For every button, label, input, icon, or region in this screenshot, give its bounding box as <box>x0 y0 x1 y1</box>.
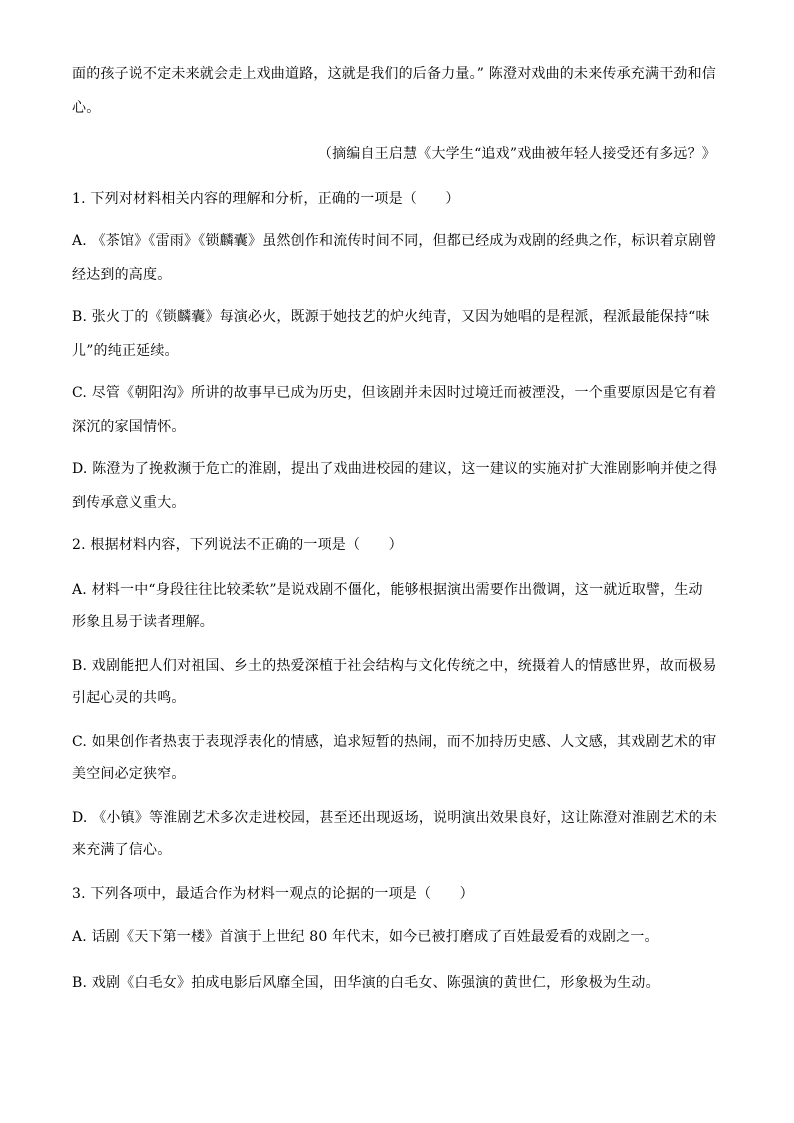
question-2-option-d-line-1: D. 《小镇》等淮剧艺术多次走进校园，甚至还出现返场，说明演出效果良好，这让陈澄对淮剧艺术的未 <box>72 810 718 826</box>
question-1-stem: 1. 下列对材料相关内容的理解和分析，正确的一项是（ ） <box>72 191 460 207</box>
question-1-option-b-line-1: B. 张火丁的《锁麟囊》每演必火，既源于她技艺的炉火纯青，又因为她唱的是程派，程派最能保持“味 <box>72 309 710 325</box>
question-3-stem: 3. 下列各项中，最适合作为材料一观点的论据的一项是（ ） <box>72 886 474 902</box>
question-1-option-a-line-2: 经达到的高度。 <box>72 267 172 283</box>
question-3-option-b: B. 戏剧《白毛女》拍成电影后风靡全国，田华演的白毛女、陈强演的黄世仁，形象极为生动。 <box>72 975 660 991</box>
intro-line-1: 面的孩子说不定未来就会走上戏曲道路，这就是我们的后备力量。” 陈澄对戏曲的未来传承充满干劲和信 <box>72 66 717 82</box>
intro-line-2: 心。 <box>72 100 101 116</box>
source-citation: （摘编自王启慧《大学生“追戏”戏曲被年轻人接受还有多远？》 <box>317 146 716 162</box>
question-1-option-c-line-1: C. 尽管《朝阳沟》所讲的故事早已成为历史，但该剧并未因时过境迁而被湮没，一个重要原因是它有着 <box>72 385 717 401</box>
question-1-option-b-line-2: 儿”的纯正延续。 <box>72 343 179 359</box>
question-1-option-a-line-1: A. 《茶馆》《雷雨》《锁麟囊》虽然创作和流传时间不同，但都已经成为戏剧的经典之作，标识着京剧曾 <box>72 233 717 249</box>
question-2-option-c-line-2: 美空间必定狭窄。 <box>72 766 186 782</box>
question-2-option-b-line-1: B. 戏剧能把人们对祖国、乡土的热爱深植于社会结构与文化传统之中，统摄着人的情感世界，故而极易 <box>72 658 717 674</box>
question-2-option-d-line-2: 来充满了信心。 <box>72 842 172 858</box>
question-2-stem: 2. 根据材料内容，下列说法不正确的一项是（ ） <box>72 537 403 553</box>
question-2-option-c-line-1: C. 如果创作者热衷于表现浮表化的情感，追求短暂的热闹，而不加持历史感、人文感，其戏剧艺术的审 <box>72 734 717 750</box>
question-2-option-a-line-2: 形象且易于读者理解。 <box>72 614 214 630</box>
question-3-option-a: A. 话剧《天下第一楼》首演于上世纪 80 年代末，如今已被打磨成了百姓最爱看的戏剧之一。 <box>72 929 659 945</box>
question-2-option-b-line-2: 引起心灵的共鸣。 <box>72 690 186 706</box>
question-2-option-a-line-1: A. 材料一中“身段往往比较柔软”是说戏剧不僵化，能够根据演出需要作出微调，这一就近取譬，生动 <box>72 582 703 598</box>
question-1-option-d-line-1: D. 陈澄为了挽救濒于危亡的淮剧，提出了戏曲进校园的建议，这一建议的实施对扩大淮剧影响并使之得 <box>72 461 718 477</box>
question-1-option-d-line-2: 到传承意义重大。 <box>72 495 186 511</box>
question-1-option-c-line-2: 深沉的家国情怀。 <box>72 419 186 435</box>
